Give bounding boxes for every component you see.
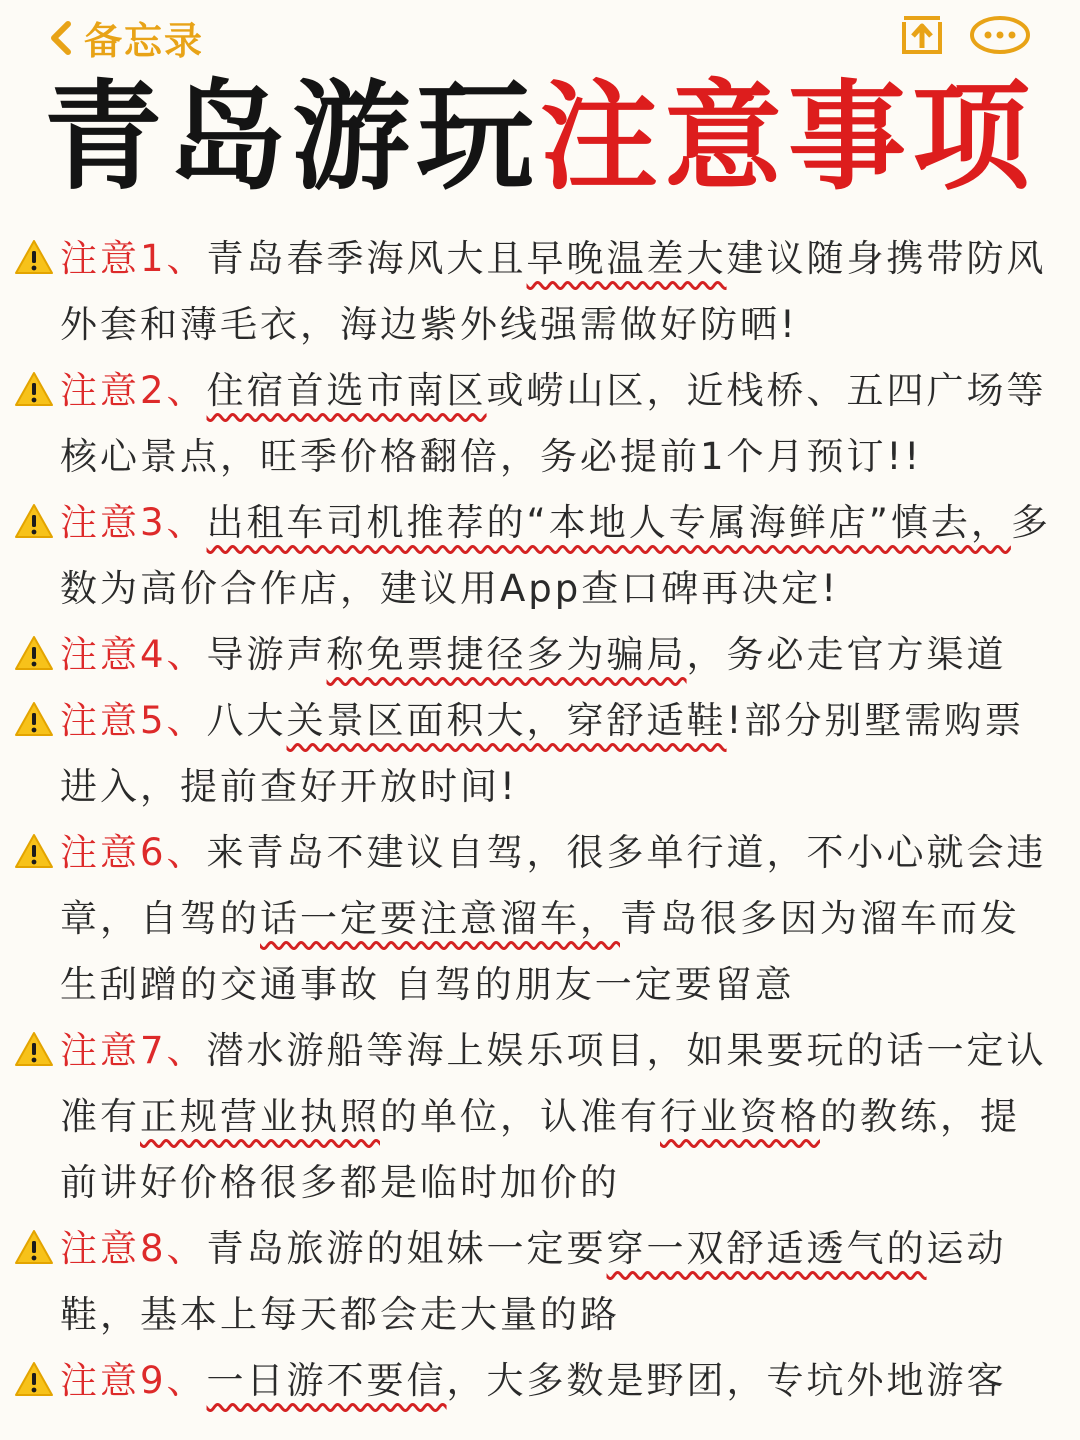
text-segment: ，大多数是野团，专坑外地游客 — [446, 1359, 1007, 1402]
list-item — [0, 1348, 1080, 1414]
warning-icon — [14, 634, 54, 672]
item-text — [60, 1348, 1052, 1414]
navigation-bar — [0, 0, 1080, 70]
warning-icon — [14, 1030, 54, 1068]
back-label: 备忘录 — [84, 19, 205, 63]
title-black-part: 青岛游玩 — [43, 68, 540, 206]
text-segment: 的单位，认准有 — [380, 1095, 660, 1138]
item-text — [60, 1018, 1052, 1216]
highlighted-text: 早晚温差大 — [526, 237, 727, 280]
item-label: 注意9、 — [60, 1359, 207, 1402]
list-item — [0, 358, 1080, 490]
highlighted-text: 一日游不要信 — [206, 1359, 447, 1402]
item-label: 注意3、 — [60, 501, 207, 544]
highlighted-text: 行业资格 — [660, 1095, 820, 1138]
highlighted-text: 正规营业执照 — [140, 1095, 380, 1138]
highlighted-text: 出租车司机推荐的“本地人专属海鲜店”慎去， — [206, 501, 1011, 544]
warning-icon — [14, 502, 54, 540]
list-item — [0, 1018, 1080, 1216]
chevron-left-icon — [44, 16, 78, 60]
text-segment: 青岛春季海风大且 — [206, 237, 527, 280]
list-item — [0, 1216, 1080, 1348]
item-text — [60, 226, 1052, 358]
list-item — [0, 688, 1080, 820]
item-label: 注意6、 — [60, 831, 207, 874]
text-segment: 八大 — [206, 699, 287, 742]
list-item — [0, 820, 1080, 1018]
list-item — [0, 226, 1080, 358]
list-item — [0, 622, 1080, 688]
highlighted-text: 称免票捷径多为骗局 — [326, 633, 687, 676]
text-segment: 潜水游船等海上娱乐项目，如果要玩的话一定认准有 — [60, 1029, 1047, 1138]
highlighted-text: 关景区面积大，穿舒适鞋 — [286, 699, 727, 742]
text-segment: ，务必走官方渠道 — [686, 633, 1007, 676]
warning-icon — [14, 1360, 54, 1398]
warning-icon — [14, 832, 54, 870]
list-item — [0, 490, 1080, 622]
text-segment: 运动鞋，基本上每天都会走大量的路 — [60, 1227, 1007, 1336]
item-label: 注意8、 — [60, 1227, 207, 1270]
item-text — [60, 622, 1052, 688]
notes-list — [0, 226, 1080, 1414]
item-text — [60, 1216, 1052, 1348]
item-label: 注意4、 — [60, 633, 207, 676]
item-label: 注意2、 — [60, 369, 207, 412]
item-text — [60, 490, 1052, 622]
title-red-part: 注意事项 — [540, 68, 1037, 206]
item-label: 注意7、 — [60, 1029, 207, 1072]
warning-icon — [14, 238, 54, 276]
warning-icon — [14, 1228, 54, 1266]
item-text — [60, 358, 1052, 490]
text-segment: 建议随身携带防风外套和薄毛衣，海边紫外线强需做好防晒! — [60, 237, 1047, 346]
text-segment: 多数为高价合作店，建议用App查口碑再决定! — [60, 501, 1051, 610]
text-segment: 导游声 — [206, 633, 327, 676]
text-segment: 或崂山区，近栈桥、五四广场等核心景点，旺季价格翻倍，务必提前1个月预订!! — [60, 369, 1047, 478]
share-icon[interactable] — [898, 12, 946, 58]
warning-icon — [14, 700, 54, 738]
back-button[interactable] — [44, 10, 204, 65]
text-segment: 来青岛不建议自驾，很多单行道，不小心就会违章，自驾的 — [60, 831, 1047, 940]
text-segment: 青岛旅游的姐妹一定要 — [206, 1227, 607, 1270]
highlighted-text: 话一定要注意溜车， — [260, 897, 620, 940]
more-icon[interactable] — [968, 13, 1032, 57]
item-text — [60, 688, 1052, 820]
highlighted-text: 住宿首选市南区 — [206, 369, 487, 412]
item-label: 注意5、 — [60, 699, 207, 742]
text-segment: !部分别墅需购票进入，提前查好开放时间! — [60, 699, 1025, 808]
item-text — [60, 820, 1052, 1018]
item-label: 注意1、 — [60, 237, 207, 280]
text-segment: 青岛很多因为溜车而发生刮蹭的交通事故 自驾的朋友一定要留意 — [60, 897, 1020, 1006]
warning-icon — [14, 370, 54, 408]
page-title — [0, 68, 1080, 206]
highlighted-text: 穿一双舒适透气的 — [606, 1227, 927, 1270]
text-segment: 的教练，提前讲好价格很多都是临时加价的 — [60, 1095, 1020, 1204]
